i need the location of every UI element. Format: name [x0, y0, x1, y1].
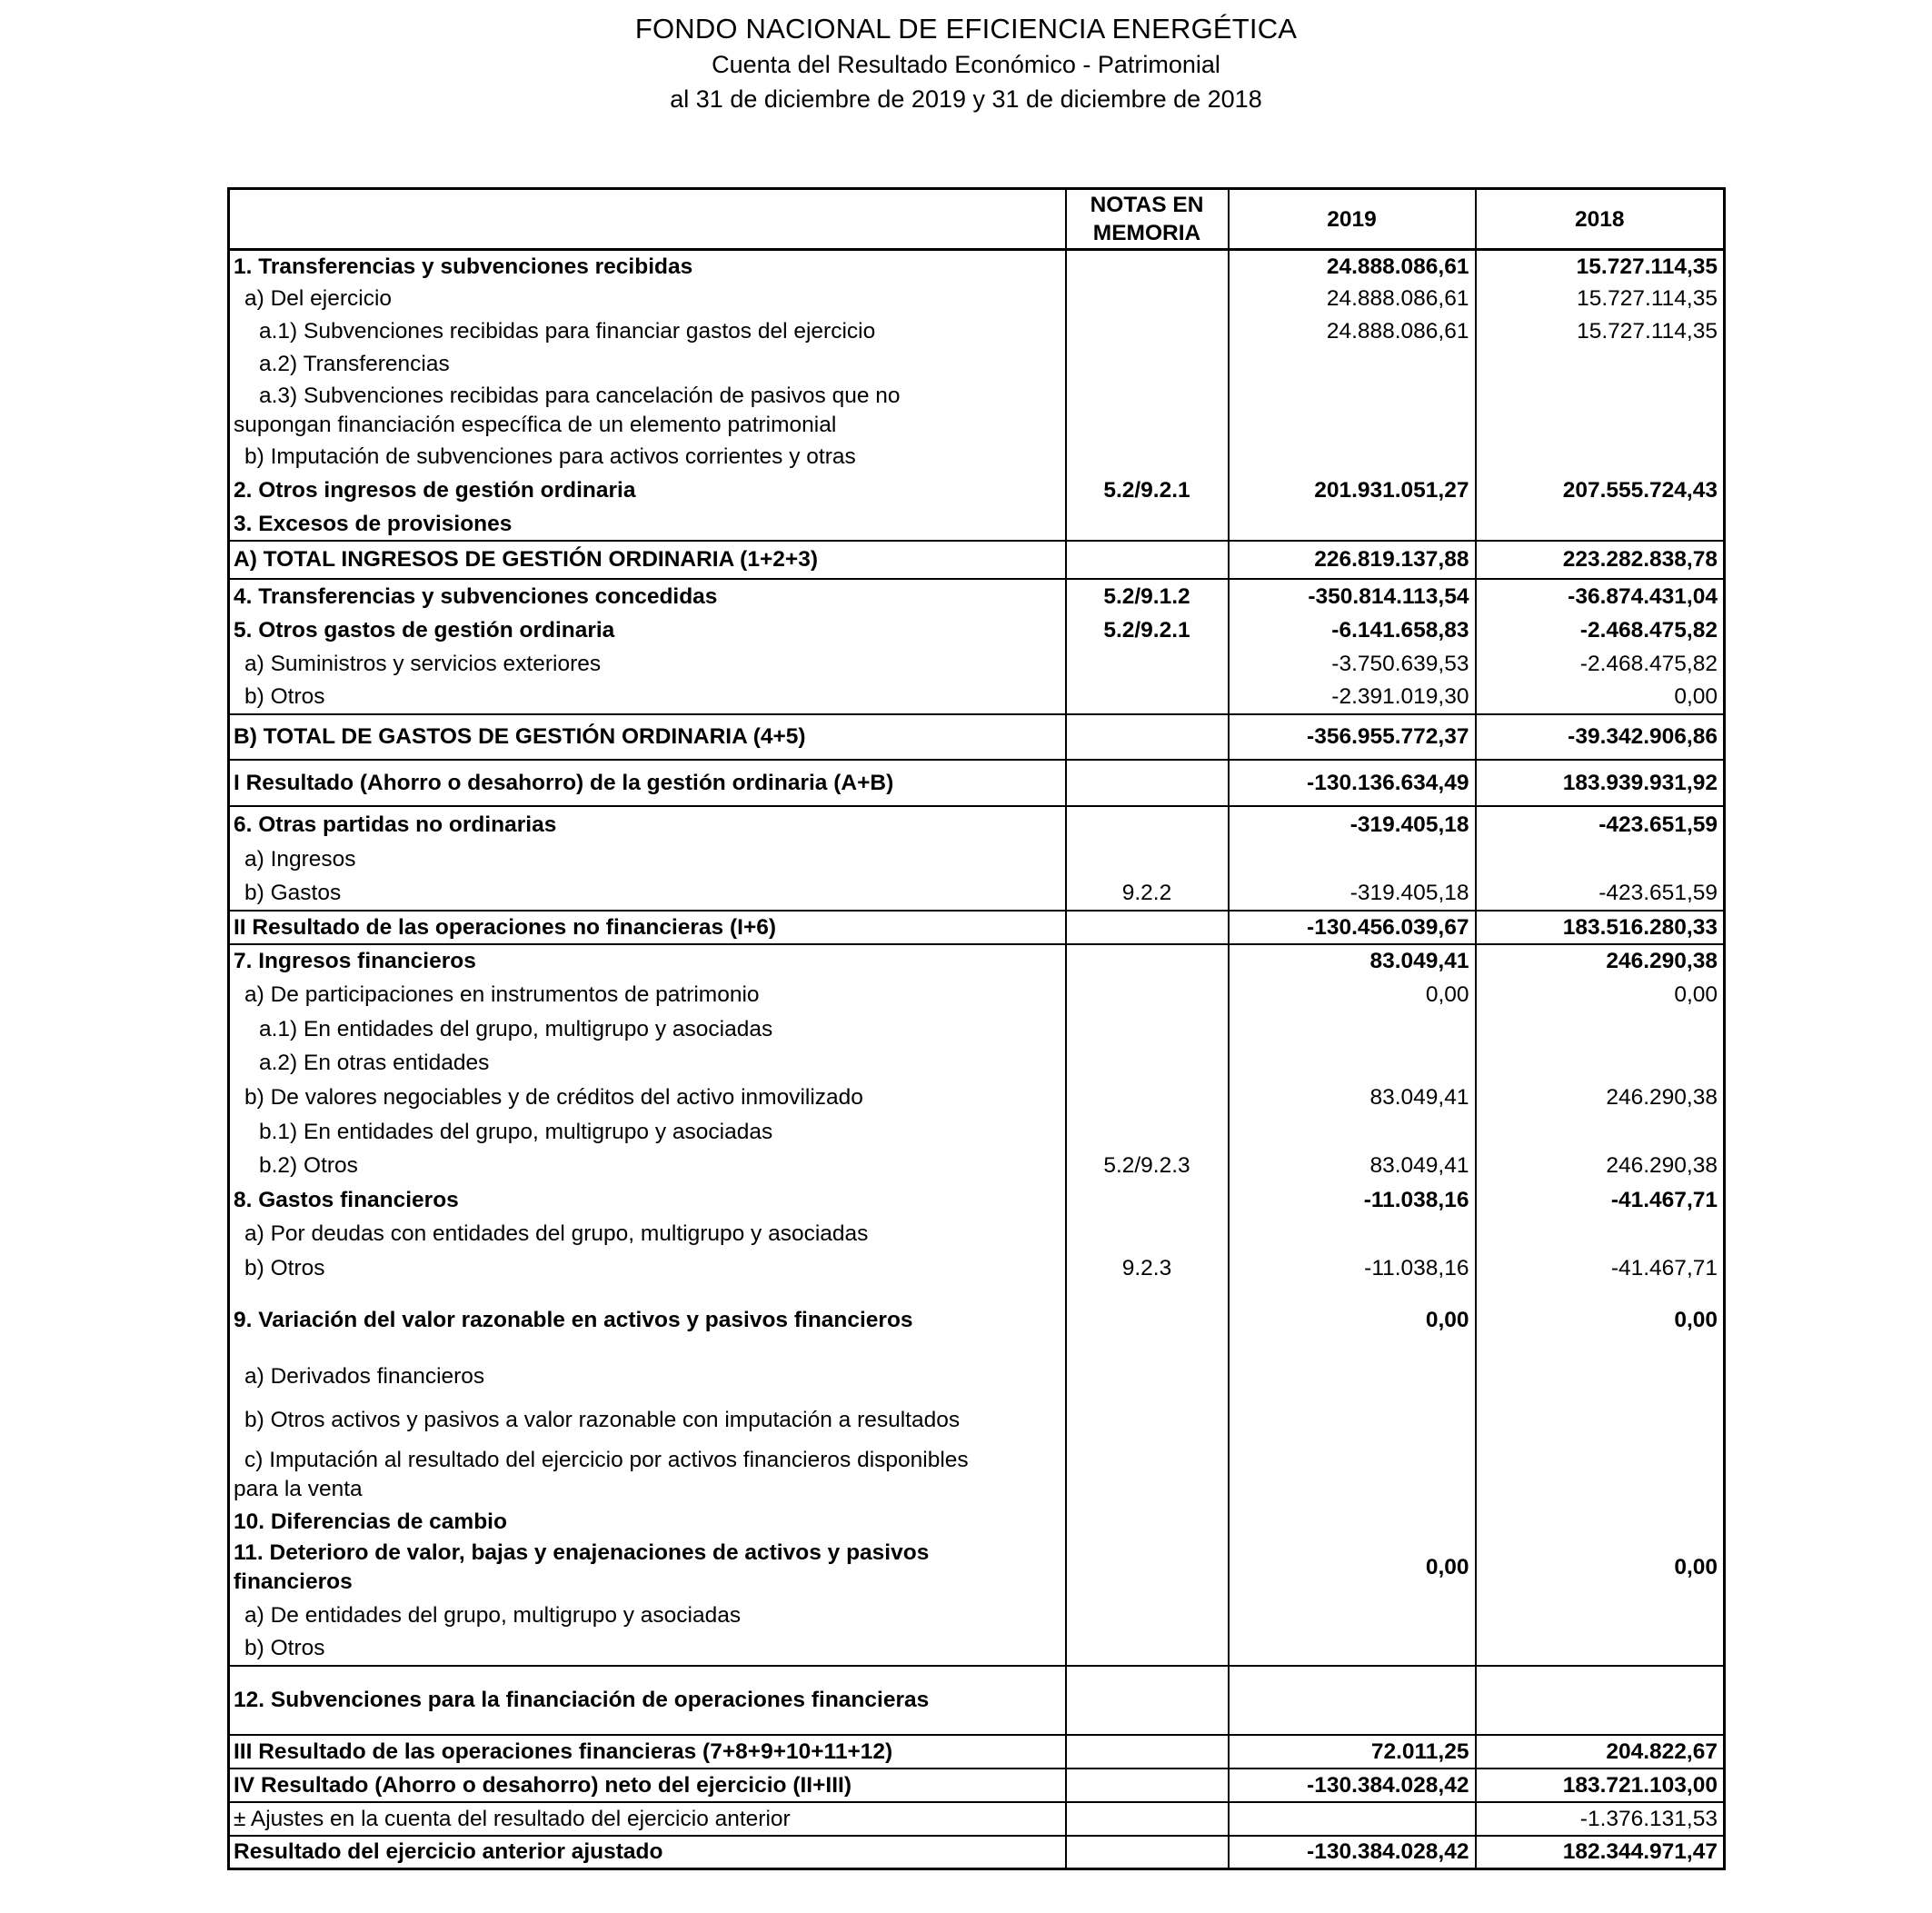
row-label: 12. Subvenciones para la financiación de operaciones financieras — [229, 1666, 1066, 1735]
row-value-2018: 183.721.103,00 — [1476, 1769, 1725, 1802]
row-label: b) Otros — [229, 1632, 1066, 1666]
row-value-2019 — [1229, 1046, 1476, 1081]
row-value-2018: -41.467,71 — [1476, 1183, 1725, 1217]
table-row — [229, 441, 1725, 473]
row-nota: 5.2/9.2.1 — [1066, 613, 1229, 647]
document-title: FONDO NACIONAL DE EFICIENCIA ENERGÉTICA — [634, 13, 1298, 45]
row-value-2018 — [1476, 441, 1725, 473]
row-label: ± Ajustes en la cuenta del resultado del ejercicio anterior — [229, 1802, 1066, 1836]
row-nota — [1066, 1507, 1229, 1537]
row-value-2019: -3.750.639,53 — [1229, 647, 1476, 681]
row-nota — [1066, 441, 1229, 473]
row-value-2018 — [1476, 1115, 1725, 1149]
row-value-2019: -130.136.634,49 — [1229, 760, 1476, 806]
table-row — [229, 613, 1725, 647]
row-nota — [1066, 1183, 1229, 1217]
table-row — [229, 1632, 1725, 1666]
table-row — [229, 1251, 1725, 1286]
row-nota — [1066, 842, 1229, 876]
row-value-2018 — [1476, 1217, 1725, 1251]
row-nota — [1066, 1599, 1229, 1632]
table-row — [229, 508, 1725, 541]
row-value-2018: 0,00 — [1476, 978, 1725, 1012]
row-label: b) Imputación de subvenciones para activos corrientes y otras — [229, 441, 1066, 473]
row-value-2018: 246.290,38 — [1476, 1081, 1725, 1115]
table-row — [229, 579, 1725, 613]
row-nota: 9.2.3 — [1066, 1251, 1229, 1286]
row-value-2018 — [1476, 1632, 1725, 1666]
row-value-2019: 0,00 — [1229, 1286, 1476, 1355]
row-nota — [1066, 315, 1229, 348]
row-label: a) Del ejercicio — [229, 283, 1066, 315]
table-row — [229, 1149, 1725, 1183]
table-row — [229, 1217, 1725, 1251]
row-label: b) Otros — [229, 681, 1066, 714]
row-label: b) Otros activos y pasivos a valor razonable con imputación a resultados — [229, 1398, 1066, 1443]
row-label — [229, 1537, 1066, 1599]
row-nota — [1066, 1217, 1229, 1251]
row-value-2018: 204.822,67 — [1476, 1735, 1725, 1769]
table-row — [229, 1836, 1725, 1869]
row-label: b.2) Otros — [229, 1149, 1066, 1183]
row-label: a) Por deudas con entidades del grupo, multigrupo y asociadas — [229, 1217, 1066, 1251]
row-label: 4. Transferencias y subvenciones concedidas — [229, 579, 1066, 613]
row-nota — [1066, 1081, 1229, 1115]
row-nota — [1066, 978, 1229, 1012]
table-row — [229, 911, 1725, 944]
table-row — [229, 1286, 1725, 1355]
row-value-2019: 24.888.086,61 — [1229, 315, 1476, 348]
table-row — [229, 1443, 1725, 1507]
row-nota: 5.2/9.1.2 — [1066, 579, 1229, 613]
row-value-2018: 0,00 — [1476, 1537, 1725, 1599]
row-label-line1: a.3) Subvenciones recibidas para cancelación de pasivos que no — [259, 383, 901, 408]
row-value-2018: 246.290,38 — [1476, 944, 1725, 978]
row-value-2019: 0,00 — [1229, 1537, 1476, 1599]
table-row — [229, 714, 1725, 760]
row-value-2019: -11.038,16 — [1229, 1183, 1476, 1217]
row-nota — [1066, 250, 1229, 283]
table-row — [229, 1046, 1725, 1081]
row-nota — [1066, 1286, 1229, 1355]
row-label-line2: financieros — [234, 1569, 353, 1594]
row-label: 8. Gastos financieros — [229, 1183, 1066, 1217]
table-row — [229, 806, 1725, 842]
table-row — [229, 315, 1725, 348]
row-label: 2. Otros ingresos de gestión ordinaria — [229, 473, 1066, 508]
table-row — [229, 978, 1725, 1012]
row-nota — [1066, 1537, 1229, 1599]
row-value-2019: -2.391.019,30 — [1229, 681, 1476, 714]
row-label: a.1) En entidades del grupo, multigrupo y asociadas — [229, 1012, 1066, 1046]
row-value-2019: 72.011,25 — [1229, 1735, 1476, 1769]
row-label: B) TOTAL DE GASTOS DE GESTIÓN ORDINARIA (4+5) — [229, 714, 1066, 760]
row-value-2019 — [1229, 381, 1476, 441]
table-row — [229, 1081, 1725, 1115]
row-label: 9. Variación del valor razonable en activos y pasivos financieros — [229, 1286, 1066, 1355]
row-nota — [1066, 1802, 1229, 1836]
row-value-2019: -130.384.028,42 — [1229, 1836, 1476, 1869]
table-row — [229, 1599, 1725, 1632]
row-value-2018: -39.342.906,86 — [1476, 714, 1725, 760]
row-value-2019 — [1229, 1443, 1476, 1507]
row-value-2018 — [1476, 1046, 1725, 1081]
income-statement-table — [227, 187, 1726, 1870]
row-value-2018: -423.651,59 — [1476, 876, 1725, 911]
table-row — [229, 1183, 1725, 1217]
row-value-2018 — [1476, 1507, 1725, 1537]
row-value-2018 — [1476, 348, 1725, 381]
row-value-2018: 0,00 — [1476, 1286, 1725, 1355]
row-nota — [1066, 283, 1229, 315]
row-nota — [1066, 1735, 1229, 1769]
row-label: a) De entidades del grupo, multigrupo y asociadas — [229, 1599, 1066, 1632]
row-value-2019: -319.405,18 — [1229, 876, 1476, 911]
row-nota — [1066, 1836, 1229, 1869]
row-label: a) Suministros y servicios exteriores — [229, 647, 1066, 681]
row-value-2019 — [1229, 842, 1476, 876]
row-value-2018 — [1476, 842, 1725, 876]
row-nota — [1066, 714, 1229, 760]
row-label-line1: 11. Deterioro de valor, bajas y enajenaciones de activos y pasivos — [234, 1539, 930, 1565]
row-value-2019: 0,00 — [1229, 978, 1476, 1012]
row-nota: 5.2/9.2.1 — [1066, 473, 1229, 508]
row-value-2019: -319.405,18 — [1229, 806, 1476, 842]
row-label: a.2) En otras entidades — [229, 1046, 1066, 1081]
table-row — [229, 1537, 1725, 1599]
row-value-2019: 201.931.051,27 — [1229, 473, 1476, 508]
row-value-2018 — [1476, 1012, 1725, 1046]
row-value-2019 — [1229, 1115, 1476, 1149]
header-label-cell — [229, 189, 1066, 250]
table-row — [229, 1507, 1725, 1537]
row-value-2018 — [1476, 1599, 1725, 1632]
row-nota — [1066, 1769, 1229, 1802]
row-nota — [1066, 647, 1229, 681]
row-label: 1. Transferencias y subvenciones recibidas — [229, 250, 1066, 283]
row-nota — [1066, 1355, 1229, 1398]
row-value-2019: 83.049,41 — [1229, 1149, 1476, 1183]
row-value-2018: 183.516.280,33 — [1476, 911, 1725, 944]
row-value-2019 — [1229, 1398, 1476, 1443]
row-nota — [1066, 760, 1229, 806]
row-nota — [1066, 1046, 1229, 1081]
row-label: a) De participaciones en instrumentos de patrimonio — [229, 978, 1066, 1012]
row-label: A) TOTAL INGRESOS DE GESTIÓN ORDINARIA (1+2+3) — [229, 541, 1066, 579]
row-nota: 5.2/9.2.3 — [1066, 1149, 1229, 1183]
row-value-2018: 183.939.931,92 — [1476, 760, 1725, 806]
table-row — [229, 381, 1725, 441]
row-value-2018: -36.874.431,04 — [1476, 579, 1725, 613]
row-value-2018 — [1476, 1355, 1725, 1398]
row-value-2018: -2.468.475,82 — [1476, 613, 1725, 647]
table-row — [229, 1115, 1725, 1149]
row-label: b) Otros — [229, 1251, 1066, 1286]
row-value-2018 — [1476, 381, 1725, 441]
table-header-row — [229, 189, 1725, 250]
row-label: 5. Otros gastos de gestión ordinaria — [229, 613, 1066, 647]
row-value-2019 — [1229, 1666, 1476, 1735]
row-label: 3. Excesos de provisiones — [229, 508, 1066, 541]
row-value-2019: 83.049,41 — [1229, 1081, 1476, 1115]
row-label: Resultado del ejercicio anterior ajustado — [229, 1836, 1066, 1869]
table-row — [229, 250, 1725, 283]
table-row — [229, 1666, 1725, 1735]
row-value-2018: 0,00 — [1476, 681, 1725, 714]
row-nota — [1066, 1115, 1229, 1149]
table-row — [229, 1769, 1725, 1802]
row-nota — [1066, 1012, 1229, 1046]
row-value-2018: 207.555.724,43 — [1476, 473, 1725, 508]
table-row — [229, 1012, 1725, 1046]
row-nota — [1066, 681, 1229, 714]
row-value-2019 — [1229, 1599, 1476, 1632]
row-nota — [1066, 1666, 1229, 1735]
row-value-2018: 182.344.971,47 — [1476, 1836, 1725, 1869]
row-value-2019: -130.456.039,67 — [1229, 911, 1476, 944]
row-label: 6. Otras partidas no ordinarias — [229, 806, 1066, 842]
row-value-2018: 15.727.114,35 — [1476, 283, 1725, 315]
row-value-2018 — [1476, 1398, 1725, 1443]
row-value-2019 — [1229, 1012, 1476, 1046]
row-nota: 9.2.2 — [1066, 876, 1229, 911]
table-row — [229, 283, 1725, 315]
row-value-2019: 226.819.137,88 — [1229, 541, 1476, 579]
row-value-2019 — [1229, 1507, 1476, 1537]
row-value-2019 — [1229, 1355, 1476, 1398]
row-label: b.1) En entidades del grupo, multigrupo y asociadas — [229, 1115, 1066, 1149]
row-value-2018: -1.376.131,53 — [1476, 1802, 1725, 1836]
row-nota — [1066, 806, 1229, 842]
table-row — [229, 1735, 1725, 1769]
row-value-2018: -423.651,59 — [1476, 806, 1725, 842]
row-value-2018: -2.468.475,82 — [1476, 647, 1725, 681]
row-value-2019: -6.141.658,83 — [1229, 613, 1476, 647]
row-value-2019 — [1229, 348, 1476, 381]
row-label: III Resultado de las operaciones financieras (7+8+9+10+11+12) — [229, 1735, 1066, 1769]
row-nota — [1066, 944, 1229, 978]
row-value-2018: 15.727.114,35 — [1476, 315, 1725, 348]
row-value-2018: -41.467,71 — [1476, 1251, 1725, 1286]
table-row — [229, 1802, 1725, 1836]
row-value-2019: -130.384.028,42 — [1229, 1769, 1476, 1802]
row-label: a.1) Subvenciones recibidas para financiar gastos del ejercicio — [229, 315, 1066, 348]
row-value-2018 — [1476, 508, 1725, 541]
header-2019: 2019 — [1229, 189, 1476, 250]
row-label: 10. Diferencias de cambio — [229, 1507, 1066, 1537]
table-row — [229, 541, 1725, 579]
row-nota — [1066, 911, 1229, 944]
row-value-2019 — [1229, 1802, 1476, 1836]
row-value-2018: 15.727.114,35 — [1476, 250, 1725, 283]
table-row — [229, 944, 1725, 978]
row-label: b) De valores negociables y de créditos del activo inmovilizado — [229, 1081, 1066, 1115]
row-label-line2: para la venta — [234, 1476, 363, 1501]
table-row — [229, 473, 1725, 508]
table-row — [229, 760, 1725, 806]
table-row — [229, 647, 1725, 681]
document-subtitle: Cuenta del Resultado Económico - Patrimonial — [712, 51, 1220, 78]
header-notas: NOTAS EN MEMORIA — [1066, 189, 1229, 250]
row-value-2019 — [1229, 441, 1476, 473]
row-nota — [1066, 1443, 1229, 1507]
row-nota — [1066, 1398, 1229, 1443]
row-nota — [1066, 348, 1229, 381]
row-value-2019: 24.888.086,61 — [1229, 250, 1476, 283]
row-label: 7. Ingresos financieros — [229, 944, 1066, 978]
row-nota — [1066, 541, 1229, 579]
row-value-2019 — [1229, 1217, 1476, 1251]
row-label: b) Gastos — [229, 876, 1066, 911]
row-label — [229, 1443, 1066, 1507]
row-value-2019: 24.888.086,61 — [1229, 283, 1476, 315]
header-2018: 2018 — [1476, 189, 1725, 250]
row-nota — [1066, 508, 1229, 541]
row-label: II Resultado de las operaciones no financieras (I+6) — [229, 911, 1066, 944]
table-row — [229, 842, 1725, 876]
row-label — [229, 381, 1066, 441]
row-value-2019: -11.038,16 — [1229, 1251, 1476, 1286]
table-row — [229, 348, 1725, 381]
table-row — [229, 1398, 1725, 1443]
row-label: I Resultado (Ahorro o desahorro) de la gestión ordinaria (A+B) — [229, 760, 1066, 806]
row-value-2019 — [1229, 508, 1476, 541]
row-value-2019: -356.955.772,37 — [1229, 714, 1476, 760]
row-nota — [1066, 381, 1229, 441]
row-value-2019: -350.814.113,54 — [1229, 579, 1476, 613]
row-value-2019: 83.049,41 — [1229, 944, 1476, 978]
row-value-2018: 223.282.838,78 — [1476, 541, 1725, 579]
row-nota — [1066, 1632, 1229, 1666]
row-label-line2: supongan financiación específica de un elemento patrimonial — [234, 412, 837, 437]
row-value-2018 — [1476, 1666, 1725, 1735]
document-date-range: al 31 de diciembre de 2019 y 31 de diciembre de 2018 — [670, 85, 1262, 113]
row-value-2018 — [1476, 1443, 1725, 1507]
row-label: a) Derivados financieros — [229, 1355, 1066, 1398]
row-label: a) Ingresos — [229, 842, 1066, 876]
row-label-line1: c) Imputación al resultado del ejercicio por activos financieros disponibles — [244, 1447, 969, 1472]
table-row — [229, 876, 1725, 911]
table-row — [229, 681, 1725, 714]
row-label: a.2) Transferencias — [229, 348, 1066, 381]
row-value-2018: 246.290,38 — [1476, 1149, 1725, 1183]
table-row — [229, 1355, 1725, 1398]
row-value-2019 — [1229, 1632, 1476, 1666]
row-label: IV Resultado (Ahorro o desahorro) neto del ejercicio (II+III) — [229, 1769, 1066, 1802]
